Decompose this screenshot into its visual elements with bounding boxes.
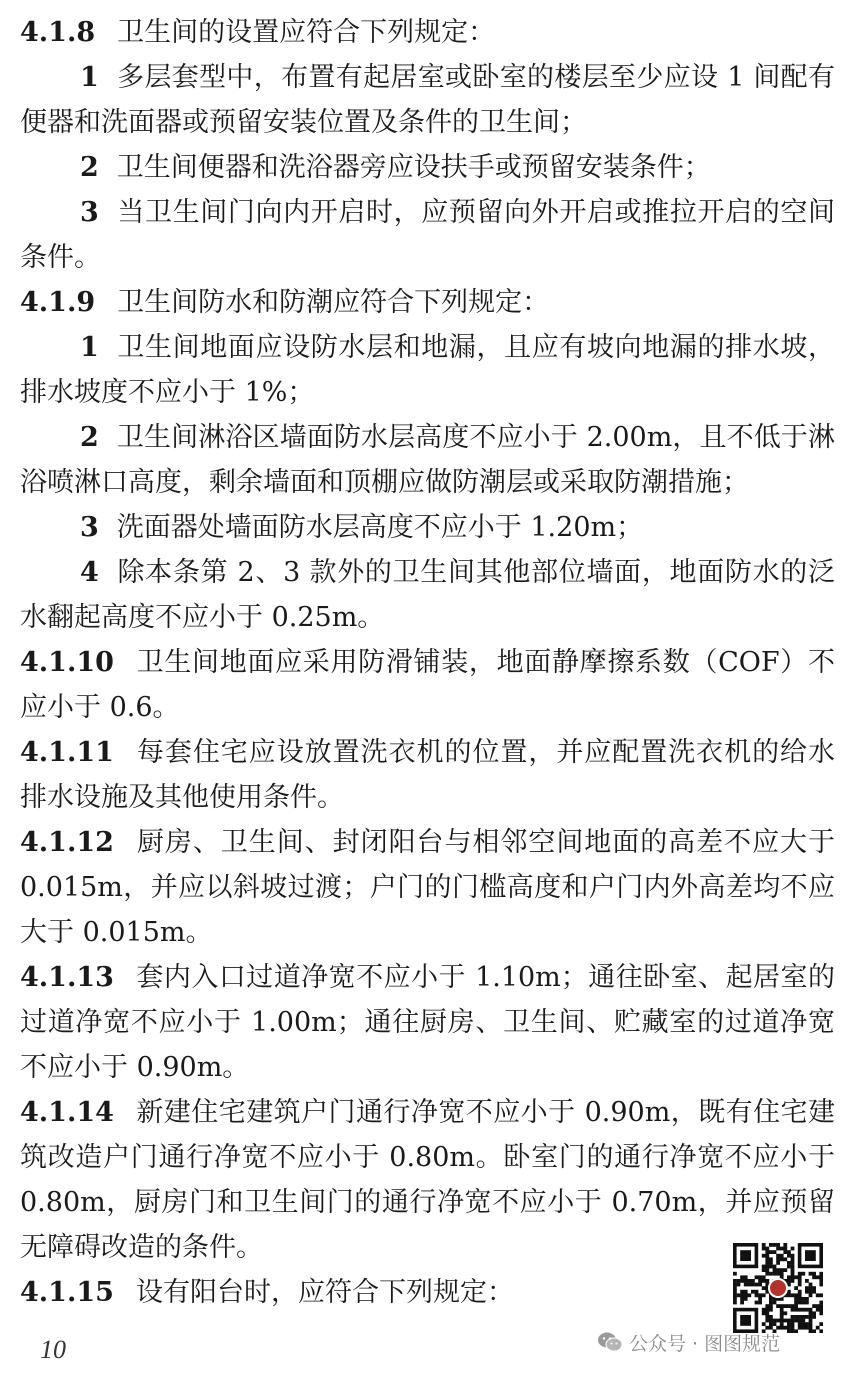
item-text: 卫生间地面应设防水层和地漏，且应有坡向地漏的排水坡，排水坡度不应小于 1%； [20,332,835,408]
clause-item [20,550,835,640]
clause-item [20,55,835,145]
clause-number: 4.1.10 [20,647,114,678]
item-number: 2 [80,422,99,453]
item-text: 当卫生间门向内开启时，应预留向外开启或推拉开启的空间条件。 [20,197,835,273]
clause-text: 卫生间防水和防潮应符合下列规定： [117,287,550,318]
qr-code-icon[interactable] [733,1243,823,1333]
item-text: 多层套型中，布置有起居室或卧室的楼层至少应设 1 间配有便器和洗面器或预留安装位置及条件的卫生间； [20,62,835,138]
clause-text: 卫生间的设置应符合下列规定： [117,17,496,48]
clause-4-1-11 [20,730,835,820]
clause-text: 每套住宅应设放置洗衣机的位置，并应配置洗衣机的给水排水设施及其他使用条件。 [20,737,835,813]
clause-4-1-15 [20,1270,835,1315]
clause-4-1-8 [20,10,835,55]
clause-item [20,415,835,505]
clause-text: 卫生间地面应采用防滑铺装，地面静摩擦系数（COF）不应小于 0.6。 [20,647,835,723]
document-body [20,10,835,1315]
clause-number: 4.1.12 [20,827,114,858]
clause-4-1-14 [20,1090,835,1270]
clause-number: 4.1.9 [20,287,96,318]
clause-number: 4.1.8 [20,17,96,48]
item-number: 4 [80,557,99,588]
item-number: 3 [80,197,99,228]
clause-item [20,190,835,280]
clause-4-1-9 [20,280,835,325]
clause-number: 4.1.11 [20,737,114,768]
item-number: 1 [80,62,99,93]
watermark [597,1327,780,1357]
item-text: 卫生间淋浴区墙面防水层高度不应小于 2.00m，且不低于淋浴喷淋口高度，剩余墙面和顶棚应做防潮层或采取防潮措施； [20,422,835,498]
item-number: 3 [80,512,99,543]
clause-item [20,145,835,190]
clause-4-1-12 [20,820,835,955]
clause-number: 4.1.15 [20,1277,114,1308]
item-text: 洗面器处墙面防水层高度不应小于 1.20m； [116,512,644,543]
clause-4-1-10 [20,640,835,730]
clause-item [20,505,835,550]
clause-text: 套内入口过道净宽不应小于 1.10m；通往卧室、起居室的过道净宽不应小于 1.00m；通往厨房、卫生间、贮藏室的过道净宽不应小于 0.90m。 [20,962,835,1083]
clause-text: 新建住宅建筑户门通行净宽不应小于 0.90m，既有住宅建筑改造户门通行净宽不应小于 0.80m。卧室门的通行净宽不应小于 0.80m，厨房门和卫生间门的通行净宽不应小于 0.70m，并应预留无障碍改造的条件。 [20,1097,835,1263]
wechat-icon [597,1331,623,1353]
item-number: 2 [80,152,99,183]
clause-4-1-13 [20,955,835,1090]
page-number: 10 [40,1335,66,1364]
item-number: 1 [80,332,99,363]
clause-number: 4.1.14 [20,1097,114,1128]
item-text: 除本条第 2、3 款外的卫生间其他部位墙面，地面防水的泛水翻起高度不应小于 0.25m。 [20,557,835,633]
watermark-label: 公众号 · 图图规范 [629,1332,781,1355]
item-text: 卫生间便器和洗浴器旁应设扶手或预留安装条件； [116,152,711,183]
clause-number: 4.1.13 [20,962,114,993]
clause-text: 厨房、卫生间、封闭阳台与相邻空间地面的高差不应大于 0.015m，并应以斜坡过渡；户门的门槛高度和户门内外高差均不应大于 0.015m。 [20,827,835,948]
clause-text: 设有阳台时，应符合下列规定： [135,1277,514,1308]
clause-item [20,325,835,415]
